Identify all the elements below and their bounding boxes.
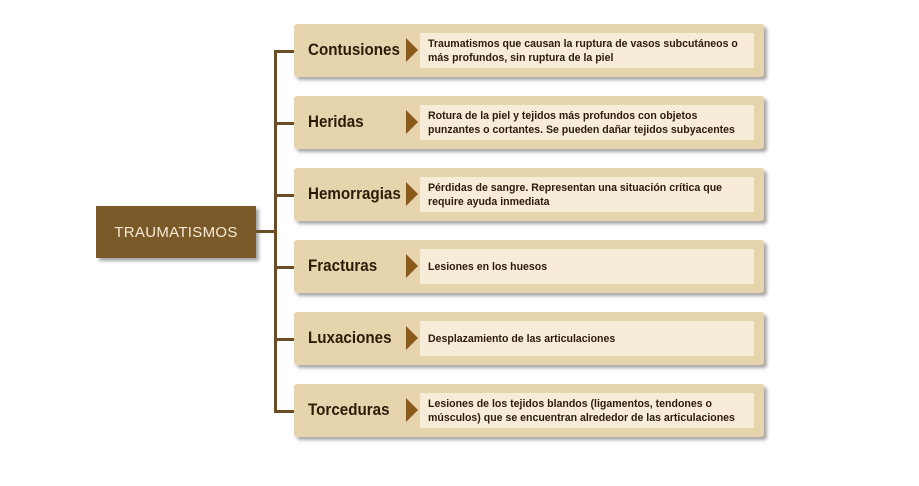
arrow-right-icon: [406, 254, 418, 278]
card-torceduras: [294, 384, 764, 437]
arrow-right-icon: [406, 110, 418, 134]
card-title: Luxaciones: [308, 329, 392, 347]
card-title: Hemorragias: [308, 185, 401, 203]
connector-root: [256, 230, 276, 233]
root-node-label: TRAUMATISMOS: [114, 223, 238, 241]
card-description-box: [420, 321, 754, 356]
connector-branch-fracturas: [274, 266, 294, 269]
connector-branch-luxaciones: [274, 338, 294, 341]
card-description-box: [420, 177, 754, 212]
card-description-box: [420, 33, 754, 68]
connector-trunk: [274, 50, 277, 412]
connector-branch-contusiones: [274, 50, 294, 53]
card-description: Lesiones en los huesos: [428, 260, 548, 273]
connector-branch-heridas: [274, 122, 294, 125]
card-hemorragias: [294, 168, 764, 221]
card-description: Rotura de la piel y tejidos más profundos con objetos punzantes o cortantes. Se pueden dañar tejidos subyacentes: [428, 109, 735, 136]
card-description-box: [420, 105, 754, 140]
card-title: Torceduras: [308, 401, 390, 419]
connector-branch-hemorragias: [274, 194, 294, 197]
root-node-traumatismos: [96, 206, 256, 258]
card-description: Lesiones de los tejidos blandos (ligamentos, tendones o músculos) que se encuentran alrededor de las articulaciones: [428, 397, 735, 424]
connector-branch-torceduras: [274, 410, 294, 413]
card-contusiones: [294, 24, 764, 77]
arrow-right-icon: [406, 398, 418, 422]
card-description-box: [420, 249, 754, 284]
card-fracturas: [294, 240, 764, 293]
arrow-right-icon: [406, 38, 418, 62]
card-title: Fracturas: [308, 257, 378, 275]
card-heridas: [294, 96, 764, 149]
card-title: Heridas: [308, 113, 364, 131]
arrow-right-icon: [406, 182, 418, 206]
card-luxaciones: [294, 312, 764, 365]
arrow-right-icon: [406, 326, 418, 350]
card-title: Contusiones: [308, 41, 400, 59]
card-description-box: [420, 393, 754, 428]
card-description: Pérdidas de sangre. Representan una situación crítica que require ayuda inmediata: [428, 181, 723, 208]
card-description: Desplazamiento de las articulaciones: [428, 332, 616, 345]
card-description: Traumatismos que causan la ruptura de vasos subcutáneos o más profundos, sin ruptura de la piel: [428, 37, 738, 64]
